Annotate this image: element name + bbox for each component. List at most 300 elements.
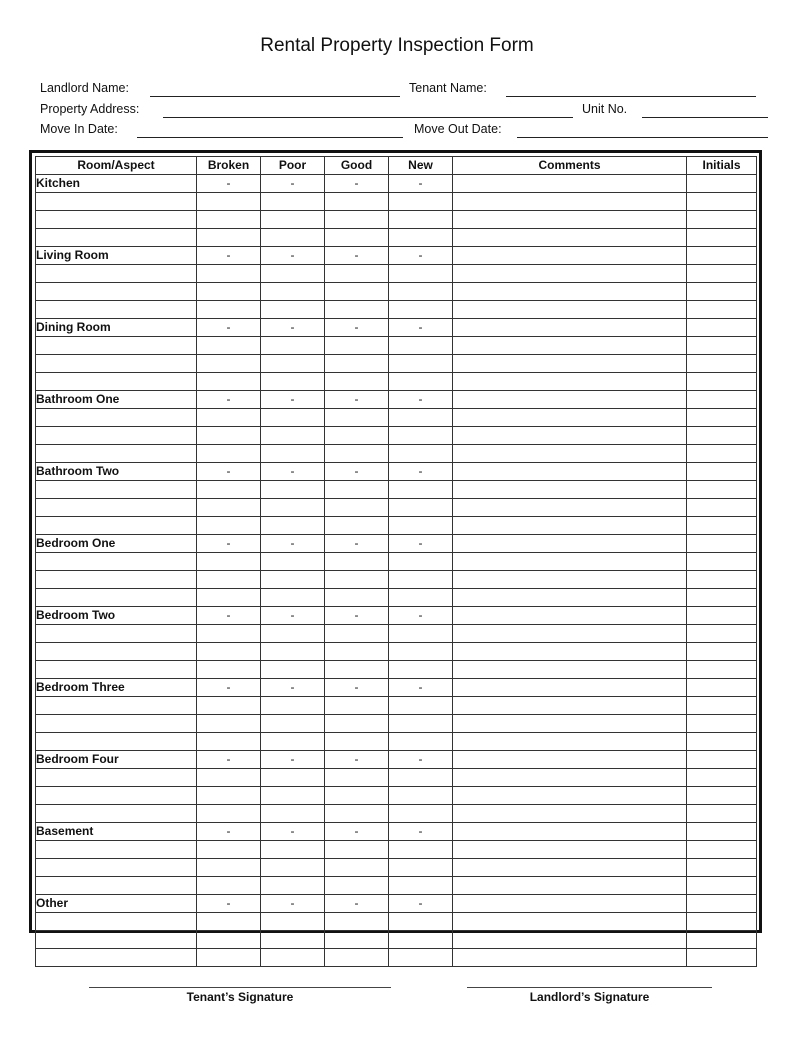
comments-cell[interactable] (453, 499, 687, 517)
good-cell[interactable] (325, 517, 389, 535)
initials-cell[interactable] (687, 607, 757, 625)
new-cell[interactable] (389, 427, 453, 445)
broken-cell[interactable]: - (197, 175, 261, 193)
poor-cell[interactable] (261, 769, 325, 787)
initials-cell[interactable] (687, 661, 757, 679)
good-cell[interactable]: - (325, 247, 389, 265)
poor-cell[interactable] (261, 931, 325, 949)
broken-cell[interactable]: - (197, 247, 261, 265)
room-cell[interactable] (36, 643, 197, 661)
good-cell[interactable] (325, 697, 389, 715)
room-cell[interactable] (36, 409, 197, 427)
comments-cell[interactable] (453, 877, 687, 895)
poor-cell[interactable] (261, 589, 325, 607)
good-cell[interactable] (325, 499, 389, 517)
initials-cell[interactable] (687, 643, 757, 661)
new-cell[interactable] (389, 481, 453, 499)
initials-cell[interactable] (687, 301, 757, 319)
poor-cell[interactable] (261, 445, 325, 463)
broken-cell[interactable] (197, 481, 261, 499)
new-cell[interactable] (389, 337, 453, 355)
initials-cell[interactable] (687, 823, 757, 841)
initials-cell[interactable] (687, 247, 757, 265)
initials-cell[interactable] (687, 265, 757, 283)
broken-cell[interactable] (197, 427, 261, 445)
broken-cell[interactable] (197, 769, 261, 787)
comments-cell[interactable] (453, 733, 687, 751)
good-cell[interactable] (325, 229, 389, 247)
poor-cell[interactable] (261, 211, 325, 229)
new-cell[interactable] (389, 697, 453, 715)
tenant-signature-line[interactable] (89, 987, 391, 988)
comments-cell[interactable] (453, 517, 687, 535)
new-cell[interactable] (389, 715, 453, 733)
initials-cell[interactable] (687, 715, 757, 733)
new-cell[interactable] (389, 571, 453, 589)
broken-cell[interactable] (197, 373, 261, 391)
good-cell[interactable] (325, 481, 389, 499)
room-cell[interactable] (36, 301, 197, 319)
good-cell[interactable]: - (325, 895, 389, 913)
comments-cell[interactable] (453, 697, 687, 715)
good-cell[interactable]: - (325, 391, 389, 409)
initials-cell[interactable] (687, 895, 757, 913)
room-cell[interactable] (36, 229, 197, 247)
room-cell[interactable] (36, 877, 197, 895)
poor-cell[interactable] (261, 265, 325, 283)
new-cell[interactable] (389, 769, 453, 787)
property-address-field[interactable] (163, 117, 573, 118)
poor-cell[interactable] (261, 481, 325, 499)
new-cell[interactable]: - (389, 391, 453, 409)
initials-cell[interactable] (687, 571, 757, 589)
room-cell[interactable] (36, 787, 197, 805)
poor-cell[interactable] (261, 517, 325, 535)
good-cell[interactable] (325, 859, 389, 877)
poor-cell[interactable] (261, 949, 325, 967)
good-cell[interactable]: - (325, 607, 389, 625)
comments-cell[interactable] (453, 229, 687, 247)
comments-cell[interactable] (453, 643, 687, 661)
good-cell[interactable] (325, 571, 389, 589)
good-cell[interactable] (325, 211, 389, 229)
room-cell[interactable] (36, 265, 197, 283)
poor-cell[interactable]: - (261, 319, 325, 337)
tenant-name-field[interactable] (506, 96, 756, 97)
new-cell[interactable]: - (389, 247, 453, 265)
broken-cell[interactable]: - (197, 751, 261, 769)
move-in-date-field[interactable] (137, 137, 403, 138)
good-cell[interactable] (325, 661, 389, 679)
room-cell[interactable] (36, 931, 197, 949)
comments-cell[interactable] (453, 607, 687, 625)
comments-cell[interactable] (453, 373, 687, 391)
comments-cell[interactable] (453, 841, 687, 859)
new-cell[interactable]: - (389, 607, 453, 625)
room-cell[interactable] (36, 661, 197, 679)
good-cell[interactable] (325, 643, 389, 661)
poor-cell[interactable] (261, 373, 325, 391)
room-cell[interactable] (36, 769, 197, 787)
room-cell[interactable] (36, 715, 197, 733)
good-cell[interactable] (325, 445, 389, 463)
room-cell[interactable] (36, 805, 197, 823)
initials-cell[interactable] (687, 391, 757, 409)
initials-cell[interactable] (687, 211, 757, 229)
broken-cell[interactable] (197, 445, 261, 463)
good-cell[interactable] (325, 841, 389, 859)
comments-cell[interactable] (453, 805, 687, 823)
poor-cell[interactable] (261, 337, 325, 355)
broken-cell[interactable] (197, 517, 261, 535)
comments-cell[interactable] (453, 283, 687, 301)
initials-cell[interactable] (687, 517, 757, 535)
new-cell[interactable] (389, 301, 453, 319)
good-cell[interactable] (325, 805, 389, 823)
broken-cell[interactable] (197, 643, 261, 661)
good-cell[interactable] (325, 949, 389, 967)
good-cell[interactable] (325, 427, 389, 445)
initials-cell[interactable] (687, 931, 757, 949)
new-cell[interactable]: - (389, 175, 453, 193)
poor-cell[interactable] (261, 859, 325, 877)
poor-cell[interactable] (261, 913, 325, 931)
broken-cell[interactable] (197, 841, 261, 859)
good-cell[interactable] (325, 265, 389, 283)
comments-cell[interactable] (453, 751, 687, 769)
initials-cell[interactable] (687, 625, 757, 643)
good-cell[interactable] (325, 283, 389, 301)
good-cell[interactable] (325, 769, 389, 787)
broken-cell[interactable] (197, 211, 261, 229)
initials-cell[interactable] (687, 553, 757, 571)
new-cell[interactable] (389, 733, 453, 751)
good-cell[interactable] (325, 733, 389, 751)
initials-cell[interactable] (687, 535, 757, 553)
broken-cell[interactable] (197, 499, 261, 517)
initials-cell[interactable] (687, 949, 757, 967)
new-cell[interactable] (389, 589, 453, 607)
comments-cell[interactable] (453, 769, 687, 787)
comments-cell[interactable] (453, 553, 687, 571)
poor-cell[interactable]: - (261, 535, 325, 553)
initials-cell[interactable] (687, 787, 757, 805)
broken-cell[interactable] (197, 733, 261, 751)
move-out-date-field[interactable] (517, 137, 768, 138)
poor-cell[interactable] (261, 625, 325, 643)
comments-cell[interactable] (453, 391, 687, 409)
initials-cell[interactable] (687, 913, 757, 931)
comments-cell[interactable] (453, 949, 687, 967)
poor-cell[interactable] (261, 283, 325, 301)
comments-cell[interactable] (453, 265, 687, 283)
comments-cell[interactable] (453, 301, 687, 319)
good-cell[interactable] (325, 931, 389, 949)
poor-cell[interactable]: - (261, 895, 325, 913)
unit-no-field[interactable] (642, 117, 768, 118)
room-cell[interactable] (36, 445, 197, 463)
initials-cell[interactable] (687, 769, 757, 787)
room-cell[interactable] (36, 517, 197, 535)
broken-cell[interactable] (197, 301, 261, 319)
broken-cell[interactable]: - (197, 535, 261, 553)
room-cell[interactable] (36, 193, 197, 211)
initials-cell[interactable] (687, 283, 757, 301)
room-cell[interactable] (36, 859, 197, 877)
new-cell[interactable] (389, 949, 453, 967)
poor-cell[interactable] (261, 715, 325, 733)
room-cell[interactable] (36, 841, 197, 859)
comments-cell[interactable] (453, 463, 687, 481)
poor-cell[interactable] (261, 553, 325, 571)
room-cell[interactable] (36, 589, 197, 607)
poor-cell[interactable] (261, 355, 325, 373)
good-cell[interactable] (325, 877, 389, 895)
new-cell[interactable]: - (389, 823, 453, 841)
good-cell[interactable] (325, 337, 389, 355)
poor-cell[interactable] (261, 571, 325, 589)
good-cell[interactable] (325, 193, 389, 211)
new-cell[interactable] (389, 859, 453, 877)
comments-cell[interactable] (453, 175, 687, 193)
comments-cell[interactable] (453, 535, 687, 553)
new-cell[interactable] (389, 553, 453, 571)
comments-cell[interactable] (453, 589, 687, 607)
comments-cell[interactable] (453, 787, 687, 805)
good-cell[interactable]: - (325, 175, 389, 193)
new-cell[interactable] (389, 409, 453, 427)
poor-cell[interactable] (261, 697, 325, 715)
comments-cell[interactable] (453, 427, 687, 445)
room-cell[interactable] (36, 553, 197, 571)
comments-cell[interactable] (453, 913, 687, 931)
initials-cell[interactable] (687, 355, 757, 373)
new-cell[interactable] (389, 193, 453, 211)
broken-cell[interactable] (197, 553, 261, 571)
new-cell[interactable] (389, 229, 453, 247)
new-cell[interactable] (389, 877, 453, 895)
poor-cell[interactable]: - (261, 463, 325, 481)
good-cell[interactable]: - (325, 823, 389, 841)
poor-cell[interactable]: - (261, 751, 325, 769)
new-cell[interactable] (389, 445, 453, 463)
room-cell[interactable] (36, 337, 197, 355)
poor-cell[interactable] (261, 193, 325, 211)
broken-cell[interactable] (197, 229, 261, 247)
broken-cell[interactable] (197, 805, 261, 823)
good-cell[interactable] (325, 301, 389, 319)
initials-cell[interactable] (687, 751, 757, 769)
broken-cell[interactable] (197, 859, 261, 877)
new-cell[interactable] (389, 265, 453, 283)
broken-cell[interactable] (197, 589, 261, 607)
broken-cell[interactable] (197, 337, 261, 355)
initials-cell[interactable] (687, 499, 757, 517)
initials-cell[interactable] (687, 481, 757, 499)
good-cell[interactable] (325, 355, 389, 373)
poor-cell[interactable] (261, 733, 325, 751)
comments-cell[interactable] (453, 679, 687, 697)
broken-cell[interactable] (197, 283, 261, 301)
initials-cell[interactable] (687, 679, 757, 697)
initials-cell[interactable] (687, 427, 757, 445)
room-cell[interactable] (36, 481, 197, 499)
initials-cell[interactable] (687, 805, 757, 823)
room-cell[interactable] (36, 211, 197, 229)
new-cell[interactable] (389, 913, 453, 931)
poor-cell[interactable] (261, 427, 325, 445)
broken-cell[interactable] (197, 661, 261, 679)
comments-cell[interactable] (453, 355, 687, 373)
comments-cell[interactable] (453, 193, 687, 211)
room-cell[interactable] (36, 427, 197, 445)
room-cell[interactable] (36, 355, 197, 373)
poor-cell[interactable]: - (261, 175, 325, 193)
new-cell[interactable] (389, 355, 453, 373)
room-cell[interactable] (36, 913, 197, 931)
good-cell[interactable]: - (325, 319, 389, 337)
good-cell[interactable] (325, 787, 389, 805)
comments-cell[interactable] (453, 319, 687, 337)
comments-cell[interactable] (453, 625, 687, 643)
new-cell[interactable]: - (389, 895, 453, 913)
poor-cell[interactable] (261, 301, 325, 319)
initials-cell[interactable] (687, 229, 757, 247)
good-cell[interactable]: - (325, 463, 389, 481)
good-cell[interactable]: - (325, 679, 389, 697)
room-cell[interactable] (36, 949, 197, 967)
broken-cell[interactable] (197, 931, 261, 949)
landlord-name-field[interactable] (150, 96, 400, 97)
initials-cell[interactable] (687, 859, 757, 877)
poor-cell[interactable] (261, 499, 325, 517)
new-cell[interactable] (389, 805, 453, 823)
good-cell[interactable] (325, 553, 389, 571)
comments-cell[interactable] (453, 859, 687, 877)
new-cell[interactable]: - (389, 463, 453, 481)
new-cell[interactable]: - (389, 751, 453, 769)
new-cell[interactable]: - (389, 319, 453, 337)
poor-cell[interactable] (261, 787, 325, 805)
room-cell[interactable] (36, 625, 197, 643)
room-cell[interactable] (36, 373, 197, 391)
broken-cell[interactable]: - (197, 463, 261, 481)
broken-cell[interactable] (197, 265, 261, 283)
initials-cell[interactable] (687, 445, 757, 463)
poor-cell[interactable] (261, 877, 325, 895)
comments-cell[interactable] (453, 571, 687, 589)
comments-cell[interactable] (453, 895, 687, 913)
poor-cell[interactable] (261, 409, 325, 427)
initials-cell[interactable] (687, 409, 757, 427)
comments-cell[interactable] (453, 715, 687, 733)
poor-cell[interactable]: - (261, 679, 325, 697)
broken-cell[interactable]: - (197, 679, 261, 697)
initials-cell[interactable] (687, 463, 757, 481)
landlord-signature-line[interactable] (467, 987, 712, 988)
good-cell[interactable] (325, 373, 389, 391)
initials-cell[interactable] (687, 589, 757, 607)
poor-cell[interactable]: - (261, 607, 325, 625)
good-cell[interactable]: - (325, 751, 389, 769)
comments-cell[interactable] (453, 481, 687, 499)
comments-cell[interactable] (453, 247, 687, 265)
poor-cell[interactable]: - (261, 247, 325, 265)
broken-cell[interactable]: - (197, 391, 261, 409)
initials-cell[interactable] (687, 193, 757, 211)
new-cell[interactable] (389, 787, 453, 805)
comments-cell[interactable] (453, 661, 687, 679)
poor-cell[interactable] (261, 805, 325, 823)
broken-cell[interactable]: - (197, 895, 261, 913)
broken-cell[interactable] (197, 913, 261, 931)
good-cell[interactable] (325, 589, 389, 607)
initials-cell[interactable] (687, 319, 757, 337)
comments-cell[interactable] (453, 823, 687, 841)
room-cell[interactable] (36, 499, 197, 517)
new-cell[interactable] (389, 211, 453, 229)
new-cell[interactable] (389, 517, 453, 535)
broken-cell[interactable] (197, 949, 261, 967)
broken-cell[interactable] (197, 355, 261, 373)
initials-cell[interactable] (687, 373, 757, 391)
initials-cell[interactable] (687, 841, 757, 859)
good-cell[interactable]: - (325, 535, 389, 553)
good-cell[interactable] (325, 715, 389, 733)
poor-cell[interactable] (261, 643, 325, 661)
broken-cell[interactable] (197, 571, 261, 589)
comments-cell[interactable] (453, 337, 687, 355)
room-cell[interactable] (36, 733, 197, 751)
room-cell[interactable] (36, 697, 197, 715)
new-cell[interactable] (389, 625, 453, 643)
comments-cell[interactable] (453, 409, 687, 427)
comments-cell[interactable] (453, 445, 687, 463)
broken-cell[interactable] (197, 787, 261, 805)
poor-cell[interactable]: - (261, 823, 325, 841)
broken-cell[interactable]: - (197, 319, 261, 337)
broken-cell[interactable] (197, 697, 261, 715)
new-cell[interactable]: - (389, 679, 453, 697)
new-cell[interactable] (389, 841, 453, 859)
new-cell[interactable] (389, 643, 453, 661)
poor-cell[interactable] (261, 661, 325, 679)
comments-cell[interactable] (453, 211, 687, 229)
initials-cell[interactable] (687, 337, 757, 355)
room-cell[interactable] (36, 571, 197, 589)
initials-cell[interactable] (687, 877, 757, 895)
new-cell[interactable] (389, 283, 453, 301)
new-cell[interactable] (389, 931, 453, 949)
new-cell[interactable] (389, 661, 453, 679)
comments-cell[interactable] (453, 931, 687, 949)
initials-cell[interactable] (687, 733, 757, 751)
broken-cell[interactable] (197, 193, 261, 211)
room-cell[interactable] (36, 283, 197, 301)
good-cell[interactable] (325, 913, 389, 931)
broken-cell[interactable] (197, 877, 261, 895)
good-cell[interactable] (325, 409, 389, 427)
poor-cell[interactable] (261, 841, 325, 859)
broken-cell[interactable] (197, 715, 261, 733)
new-cell[interactable] (389, 499, 453, 517)
good-cell[interactable] (325, 625, 389, 643)
new-cell[interactable] (389, 373, 453, 391)
poor-cell[interactable]: - (261, 391, 325, 409)
broken-cell[interactable] (197, 625, 261, 643)
initials-cell[interactable] (687, 697, 757, 715)
initials-cell[interactable] (687, 175, 757, 193)
